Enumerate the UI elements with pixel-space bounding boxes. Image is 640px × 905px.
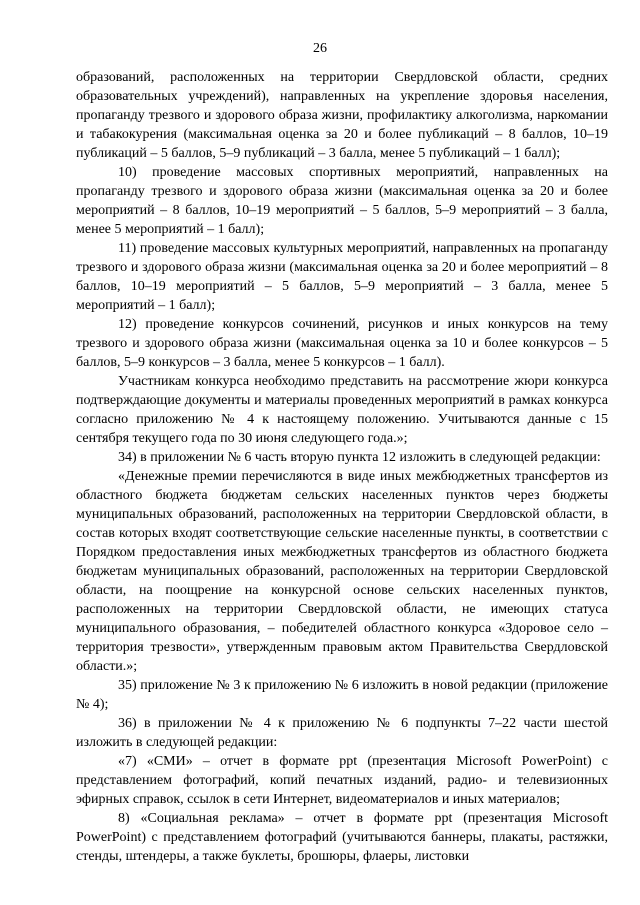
paragraph: 8) «Социальная реклама» – отчет в формате ppt (презентация Microsoft PowerPoint) с представлением фотографий (учитываются баннеры, плакаты, растяжки, стенды, штендеры, а также буклеты, брошюры, флаеры, листовки	[76, 811, 608, 864]
paragraph: образований, расположенных на территории Свердловской области, средних образовательных учреждений), направленных на укрепление здоровья населения, пропаганду трезвого и здорового образа жизни, профилактику алкоголизма, наркомании и табакокурения (максимальная оценка за 20 и более публикаций – 8 баллов, 10–19 публикаций – 5 баллов, 5–9 публикаций – 3 балла, менее 5 публикаций – 1 балл);	[76, 70, 608, 161]
document-body	[76, 68, 608, 866]
paragraph: 10) проведение массовых спортивных мероприятий, направленных на пропаганду трезвого и здорового образа жизни (максимальная оценка за 20 и более мероприятий – 8 баллов, 10–19 мероприятий – 5 баллов, 5–9 мероприятий – 3 балла, менее 5 мероприятий – 1 балл);	[76, 165, 608, 237]
paragraph: 11) проведение массовых культурных мероприятий, направленных на пропаганду трезвого и здорового образа жизни (максимальная оценка за 20 и более мероприятий – 8 баллов, 10–19 мероприятий – 5 баллов, 5–9 мероприятий – 3 балла, менее 5 мероприятий – 1 балл);	[76, 241, 608, 313]
page-number: 26	[313, 41, 327, 56]
paragraph: 35) приложение № 3 к приложению № 6 изложить в новой редакции (приложение № 4);	[76, 678, 608, 712]
paragraph: Участникам конкурса необходимо представить на рассмотрение жюри конкурса подтверждающие документы и материалы проведенных мероприятий в рамках конкурса согласно приложению № 4 к настоящему положению. Учитываются данные с 15 сентября текущего года по 30 июня следующего года.»;	[76, 374, 608, 446]
paragraph: 34) в приложении № 6 часть вторую пункта 12 изложить в следующей редакции:	[118, 450, 601, 465]
paragraph: «7) «СМИ» – отчет в формате ppt (презентация Microsoft PowerPoint) с представлением фотографий, копий печатных изданий, радио- и телевизионных эфирных справок, ссылок в сети Интернет, видеоматериалов и иных материалов;	[76, 754, 608, 807]
paragraph: «Денежные премии перечисляются в виде иных межбюджетных трансфертов из областного бюджета бюджетам сельских населенных пунктов через бюджеты муниципальных образований, расположенных на территории Свердловской области, в состав которых входят соответствующие сельские населенные пункты, в соответствии с Порядком предоставления иных межбюджетных трансфертов из областного бюджета бюджетам муниципальных образований, расположенных на территории Свердловской области, на поощрение на конкурсной основе сельских населенных пунктов, расположенных на территории Свердловской области, не имеющих статуса муниципального образования, – победителей областного конкурса «Здоровое село – территория трезвости», утвержденным правовым актом Правительства Свердловской области.»;	[76, 469, 608, 674]
paragraph: 36) в приложении № 4 к приложению № 6 подпункты 7–22 части шестой изложить в следующей редакции:	[76, 716, 608, 750]
paragraph: 12) проведение конкурсов сочинений, рисунков и иных конкурсов на тему трезвого и здорового образа жизни (максимальная оценка за 10 и более конкурсов – 5 баллов, 5–9 конкурсов – 3 балла, менее 5 конкурсов – 1 балл).	[76, 317, 608, 370]
